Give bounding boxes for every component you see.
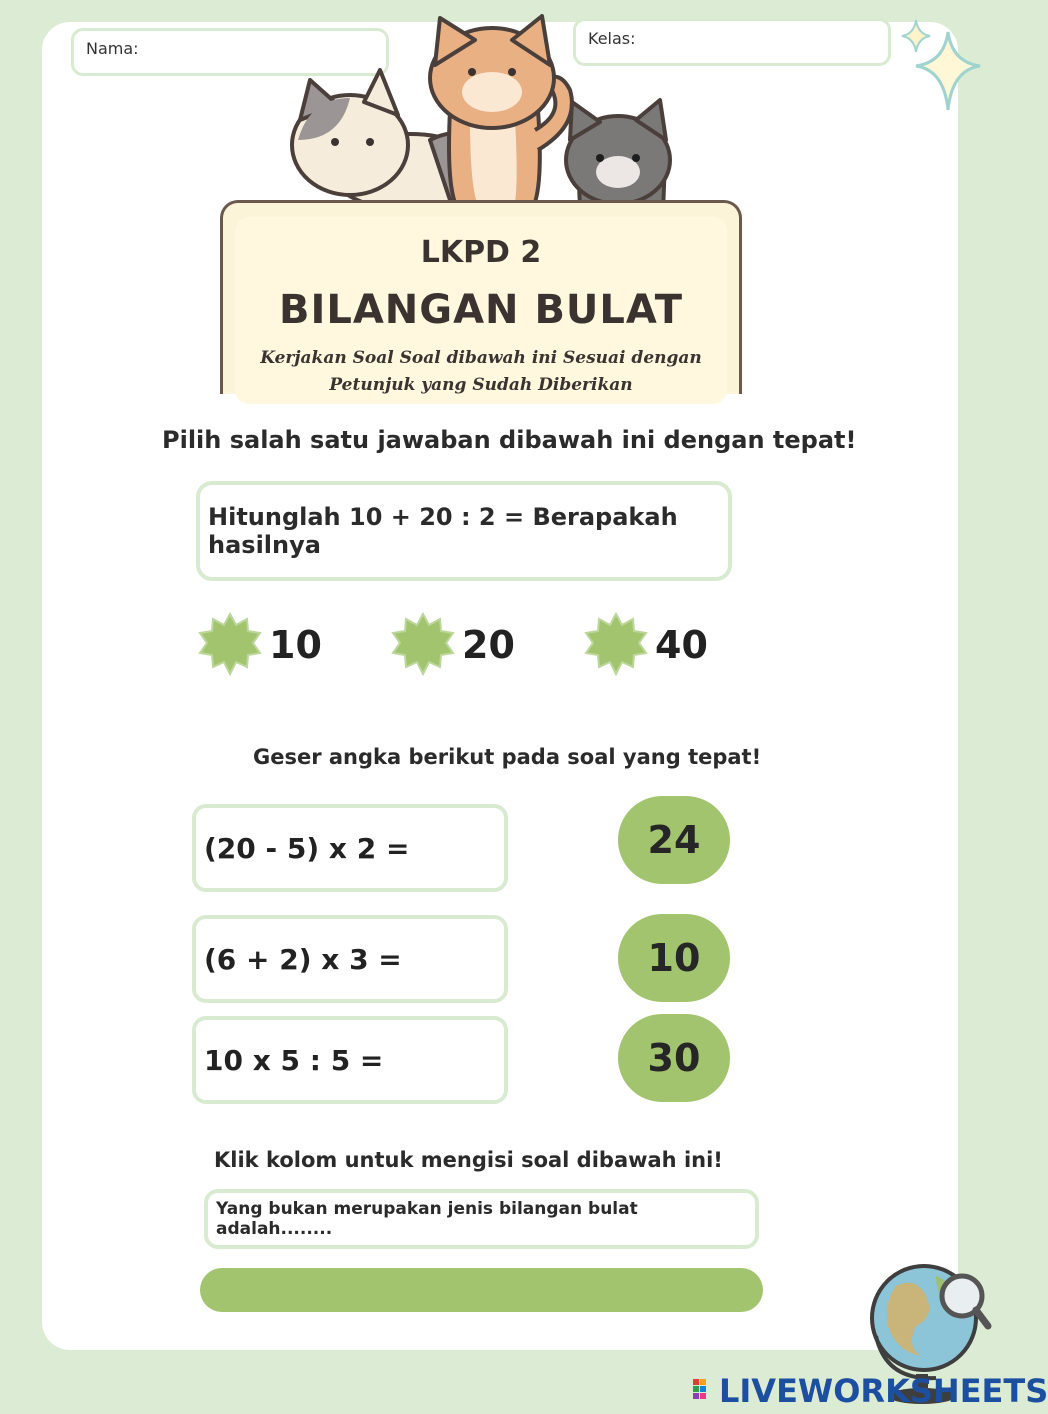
option-40[interactable] <box>583 612 708 678</box>
expression-text: (6 + 2) x 3 = <box>204 942 402 976</box>
drop-target-2[interactable] <box>192 915 508 1003</box>
sparkle-icon <box>896 18 986 114</box>
draggable-number-30[interactable]: 30 <box>618 1014 730 1102</box>
option-label: 40 <box>655 623 708 667</box>
draggable-number-24[interactable]: 24 <box>618 796 730 884</box>
answer-input[interactable] <box>200 1268 763 1312</box>
class-label: Kelas: <box>588 29 636 48</box>
instruction-line-1: Kerjakan Soal Soal dibawah ini Sesuai dengan <box>260 348 702 368</box>
name-label: Nama: <box>86 39 139 58</box>
star-badge-icon <box>390 612 456 678</box>
expression-text: (20 - 5) x 2 = <box>204 831 410 865</box>
option-20[interactable] <box>390 612 515 678</box>
question-box <box>196 481 732 581</box>
brand-name: LIVEWORKSHEETS <box>719 1372 1048 1410</box>
star-badge-icon <box>583 612 649 678</box>
draggable-number-10[interactable]: 10 <box>618 914 730 1002</box>
option-label: 20 <box>462 623 515 667</box>
drop-target-1[interactable] <box>192 804 508 892</box>
instructions <box>245 345 717 399</box>
fill-question-text: Yang bukan merupakan jenis bilangan bulat adalah........ <box>216 1199 638 1239</box>
title-card <box>220 200 742 394</box>
drop-target-3[interactable] <box>192 1016 508 1104</box>
option-10[interactable] <box>197 612 322 678</box>
expression-text: 10 x 5 : 5 = <box>204 1043 384 1077</box>
page-title: BILANGAN BULAT <box>278 287 684 333</box>
title-card-inner <box>235 217 727 404</box>
brand-logo <box>693 1372 1048 1410</box>
section3-heading: Klik kolom untuk mengisi soal dibawah ini! <box>214 1148 723 1172</box>
question-text: Hitunglah 10 + 20 : 2 = Berapakah hasilnya <box>208 503 678 559</box>
section1-heading: Pilih salah satu jawaban dibawah ini dengan tepat! <box>162 426 857 454</box>
section2-heading: Geser angka berikut pada soal yang tepat! <box>253 745 762 769</box>
star-badge-icon <box>197 612 263 678</box>
worksheet-code: LKPD 2 <box>420 235 542 270</box>
fill-question-box <box>204 1189 759 1249</box>
liveworksheets-logo-icon <box>693 1379 715 1403</box>
instruction-line-2: Petunjuk yang Sudah Diberikan <box>329 375 633 395</box>
option-label: 10 <box>269 623 322 667</box>
